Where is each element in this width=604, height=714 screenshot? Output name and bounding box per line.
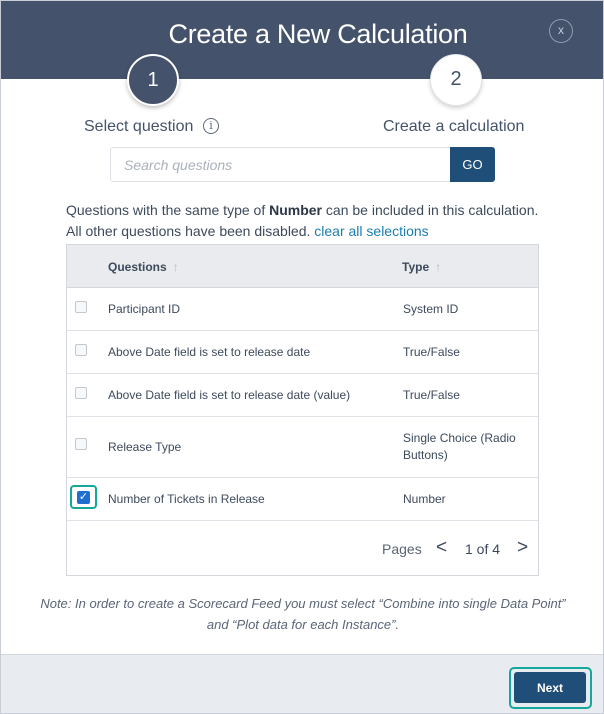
page-indicator: 1 of 4 [465, 541, 501, 557]
info-type-name: Number [269, 202, 323, 218]
info-message [66, 200, 546, 242]
step-1-indicator: 1 [127, 54, 179, 106]
info-icon[interactable]: i [203, 118, 219, 134]
question-cell: Number of Tickets in Release [108, 492, 265, 506]
table-row [67, 417, 538, 478]
table-header [67, 245, 538, 288]
prev-page-button[interactable]: < [436, 537, 448, 558]
clear-all-selections-link[interactable]: clear all selections [314, 223, 429, 239]
questions-header-label: Questions [108, 260, 167, 274]
question-cell: Above Date field is set to release date [108, 345, 311, 359]
next-button-focus-ring [509, 667, 592, 709]
dialog-title: Create a New Calculation [168, 19, 468, 49]
row-checkbox[interactable] [75, 344, 87, 356]
note-text [1, 593, 604, 635]
questions-table [66, 244, 539, 576]
step-1-label: Select question [84, 118, 194, 135]
row-checkbox-checked[interactable] [70, 485, 97, 509]
info-text-part1: Questions with the same type of [66, 202, 270, 218]
question-cell: Participant ID [108, 302, 181, 316]
table-row [67, 331, 538, 374]
table-row-selected [67, 478, 538, 521]
step-2-indicator: 2 [430, 54, 482, 106]
type-cell: Single Choice (Radio Buttons) [403, 431, 516, 462]
checkmark-icon: ✓ [78, 491, 89, 503]
table-row [67, 288, 538, 331]
type-cell: Number [403, 492, 446, 506]
row-checkbox[interactable] [75, 387, 87, 399]
dialog-header [1, 1, 603, 79]
close-button[interactable]: x [549, 19, 573, 43]
step-2-label: Create a calculation [383, 118, 525, 135]
pagination [67, 535, 538, 575]
next-button[interactable]: Next [514, 672, 586, 703]
dialog-footer [1, 654, 603, 713]
questions-column-header[interactable] [108, 260, 179, 274]
row-checkbox[interactable] [75, 301, 87, 313]
question-cell: Above Date field is set to release date (value) [108, 388, 351, 402]
type-header-label: Type [402, 260, 430, 274]
table-row [67, 374, 538, 417]
note-line-1: Note: In order to create a Scorecard Feed you must select “Combine into single Data Point” [40, 596, 566, 611]
type-cell: System ID [403, 302, 459, 316]
next-page-button[interactable]: > [517, 537, 529, 558]
pages-label: Pages [382, 541, 422, 557]
note-line-2: and “Plot data for each Instance”. [206, 617, 400, 632]
info-text-part2: can be included in this calculation. All other questions have been disabled. [66, 202, 539, 239]
type-cell: True/False [403, 345, 460, 359]
question-cell: Release Type [108, 440, 182, 454]
type-column-header[interactable] [402, 260, 441, 274]
search-input[interactable] [110, 147, 450, 182]
sort-arrow-icon: ↑ [172, 260, 179, 274]
sort-arrow-icon: ↑ [435, 260, 442, 274]
type-cell: True/False [403, 388, 460, 402]
row-checkbox[interactable] [75, 438, 87, 450]
go-button[interactable]: GO [450, 147, 495, 182]
